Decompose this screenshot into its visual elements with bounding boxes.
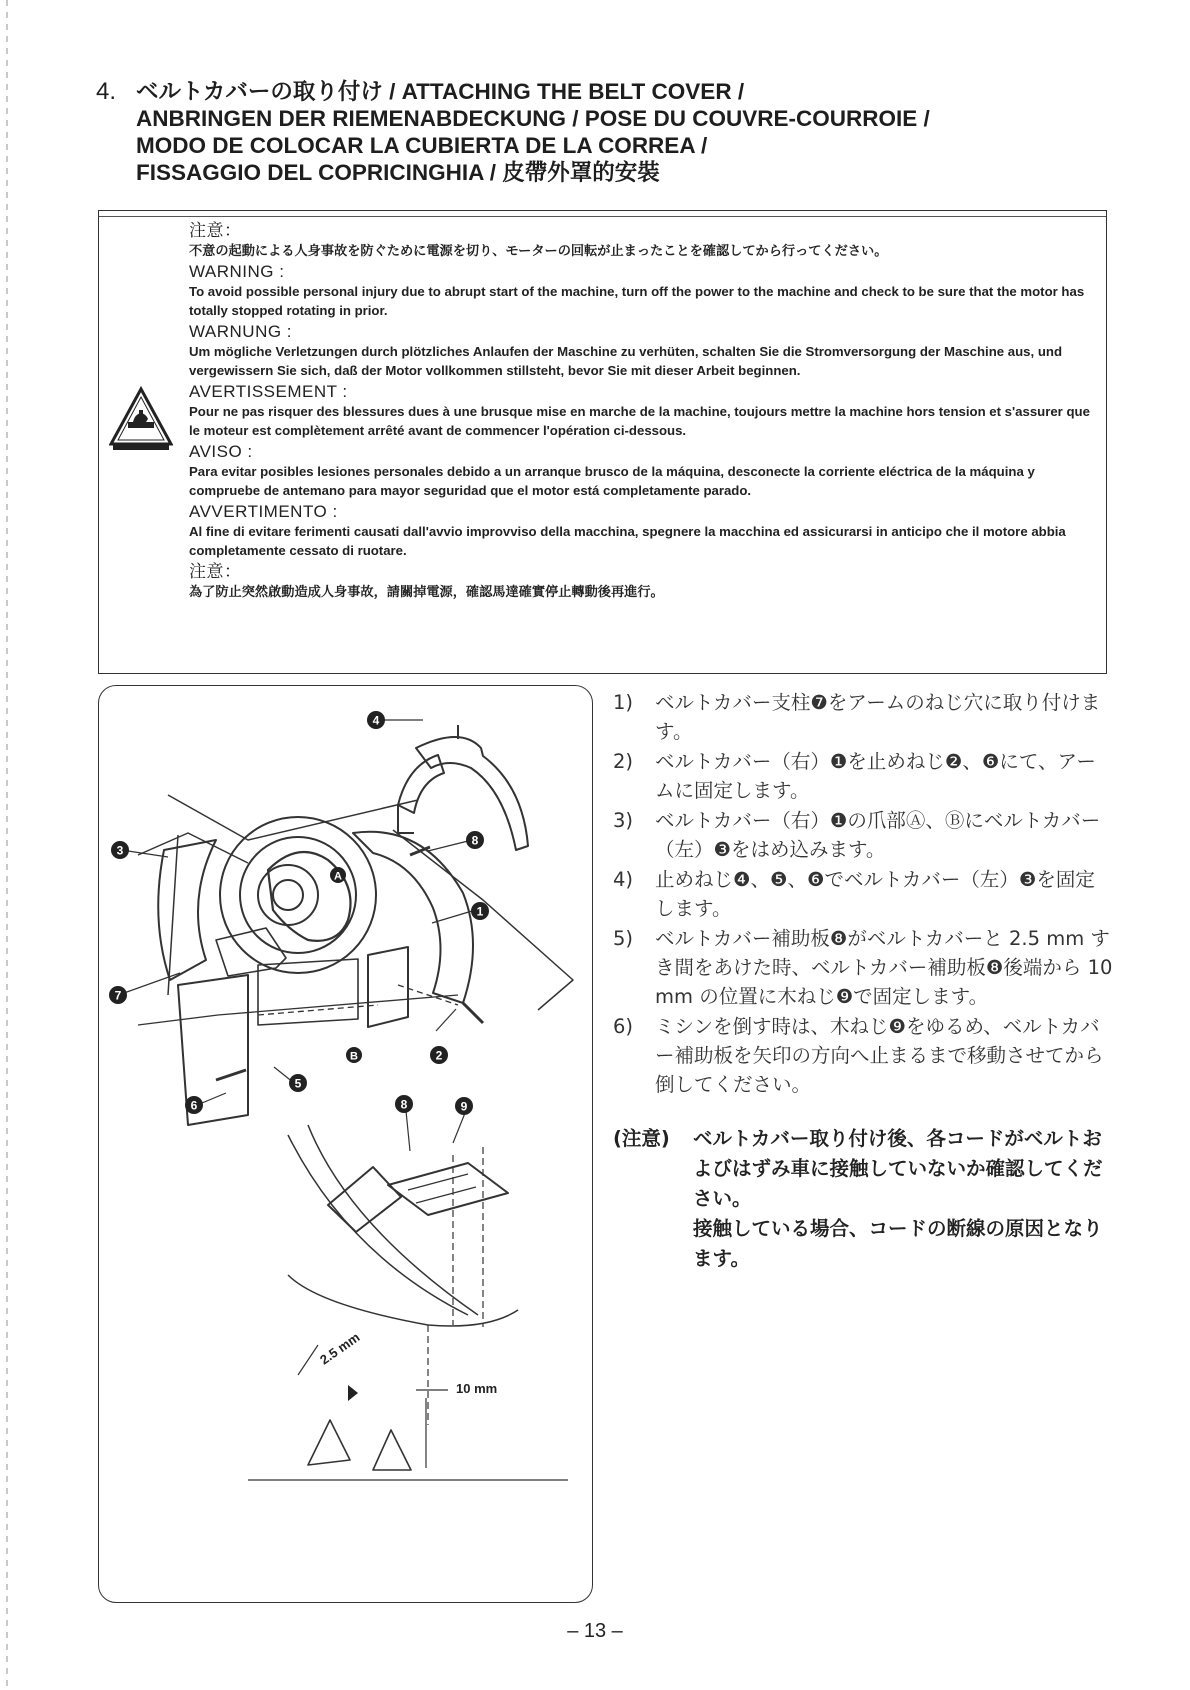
belt-cover-assembly-figure	[98, 685, 593, 1603]
section-title	[96, 78, 1096, 186]
callout-markers	[109, 711, 489, 1115]
warning-body-it: Al fine di evitare ferimenti causati dall'avvio improvviso della macchina, spegnere la macchina ed assicurarsi in anticipo che il motore abbia completamente cessato di ruotare.	[189, 524, 1066, 558]
callout-5: 5	[294, 1076, 302, 1091]
callout-B: B	[350, 1050, 358, 1063]
step-number: 2)	[613, 750, 634, 773]
callout-8a: 8	[471, 833, 479, 848]
binding-edge	[6, 0, 8, 1690]
warning-body-en: To avoid possible personal injury due to abrupt start of the machine, turn off the power to the machine and check to be sure that the motor has totally stopped rotating in prior.	[189, 284, 1085, 318]
hand-crush-warning-icon	[109, 386, 173, 452]
step-number: 4)	[613, 868, 634, 891]
procedure-steps	[613, 688, 1113, 1100]
step-item	[613, 806, 1113, 864]
callout-7: 7	[114, 988, 122, 1003]
slide-direction-arrow-icon	[348, 1385, 358, 1401]
warning-body-ja: 不意の起動による人身事故を防ぐために電源を切り、モーターの回転が止まったことを確認してから行ってください。	[189, 243, 888, 258]
warning-heading-zh: 注意：	[189, 562, 242, 581]
step-number: 1)	[613, 691, 634, 714]
gap-dimension-label: 2.5 mm	[317, 1329, 363, 1368]
step-item	[613, 1012, 1113, 1099]
step-number: 5)	[613, 927, 634, 950]
offset-dimension-label: 10 mm	[456, 1381, 498, 1396]
callout-2: 2	[435, 1048, 443, 1063]
callout-A: A	[334, 870, 342, 883]
warning-heading-es: AVISO :	[189, 442, 253, 461]
callout-4: 4	[372, 713, 380, 728]
step-number: 3)	[613, 809, 634, 832]
callout-8b: 8	[400, 1097, 408, 1112]
warning-body-fr: Pour ne pas risquer des blessures dues à une brusque mise en marche de la machine, toujours mettre la machine hors tension et s'assurer que le moteur est complètement arrêté avant de commencer l'opération ci-dessous.	[189, 404, 1090, 438]
warning-body-de: Um mögliche Verletzungen durch plötzliches Anlaufen der Maschine zu verhüten, schalten Sie die Stromversorgung der Maschine aus, und vergewissern Sie sich, daß der Motor vollkommen stillsteht, bevor Sie mit dieser Arbeit beginnen.	[189, 344, 1062, 378]
title-line-4: FISSAGGIO DEL COPRICINGHIA / 皮帶外罩的安裝	[136, 160, 660, 185]
step-number: 6)	[613, 1015, 634, 1038]
caution-paragraph-2: 接触している場合、コードの断線の原因となります。	[693, 1217, 1103, 1270]
step-text: ベルトカバー（右）❶の爪部Ⓐ、Ⓑにベルトカバー（左）❸をはめ込みます。	[655, 809, 1101, 861]
title-line-2: ANBRINGEN DER RIEMENABDECKUNG / POSE DU COUVRE-COURROIE /	[136, 106, 930, 131]
step-text: ミシンを倒す時は、木ねじ❾をゆるめ、ベルトカバー補助板を矢印の方向へ止まるまで移動させてから倒してください。	[655, 1015, 1104, 1096]
page-number: – 13 –	[567, 1620, 623, 1642]
warning-heading-en: WARNING :	[189, 262, 285, 281]
caution-paragraph-1: ベルトカバー取り付け後、各コードがベルトおよびはずみ車に接触していないか確認してください。	[693, 1127, 1103, 1210]
step-item	[613, 688, 1113, 746]
warning-heading-de: WARNUNG :	[189, 322, 293, 341]
warning-body-es: Para evitar posibles lesiones personales debido a un arranque brusco de la máquina, desconecte la corriente eléctrica de la máquina y compruebe de antemano para mayor seguridad que el motor está completamente parado.	[189, 464, 1035, 498]
caution-label: (注意)	[613, 1127, 670, 1150]
callout-9: 9	[460, 1099, 468, 1114]
section-number: 4.	[96, 78, 117, 105]
step-item	[613, 747, 1113, 805]
warning-heading-ja: 注意：	[189, 221, 242, 240]
callout-6: 6	[190, 1098, 198, 1113]
step-item	[613, 865, 1113, 923]
caution-body	[693, 1124, 1113, 1274]
warning-box-double-rule	[99, 216, 1106, 217]
caution-note	[613, 1124, 1113, 1274]
callout-1: 1	[476, 904, 484, 919]
step-text: ベルトカバー支柱❼をアームのねじ穴に取り付けます。	[655, 691, 1101, 743]
warning-body-zh: 為了防止突然啟動造成人身事故，請關掉電源，確認馬達確實停止轉動後再進行。	[189, 584, 664, 599]
warning-box	[98, 210, 1107, 674]
step-text: 止めねじ❹、❺、❻でベルトカバー（左）❸を固定します。	[655, 868, 1095, 920]
step-item	[613, 924, 1113, 1011]
warning-text-block	[189, 219, 1095, 601]
title-line-1: ベルトカバーの取り付け / ATTACHING THE BELT COVER /	[136, 79, 745, 104]
step-text: ベルトカバー（右）❶を止めねじ❷、❻にて、アームに固定します。	[655, 750, 1096, 802]
title-line-3: MODO DE COLOCAR LA CUBIERTA DE LA CORREA /	[136, 133, 708, 158]
callout-3: 3	[116, 843, 124, 858]
warning-heading-it: AVVERTIMENTO :	[189, 502, 338, 521]
step-text: ベルトカバー補助板❽がベルトカバーと 2.5 mm すき間をあけた時、ベルトカバー補助板❽後端から 10 mm の位置に木ねじ❾で固定します。	[655, 927, 1113, 1008]
warning-heading-fr: AVERTISSEMENT :	[189, 382, 348, 401]
